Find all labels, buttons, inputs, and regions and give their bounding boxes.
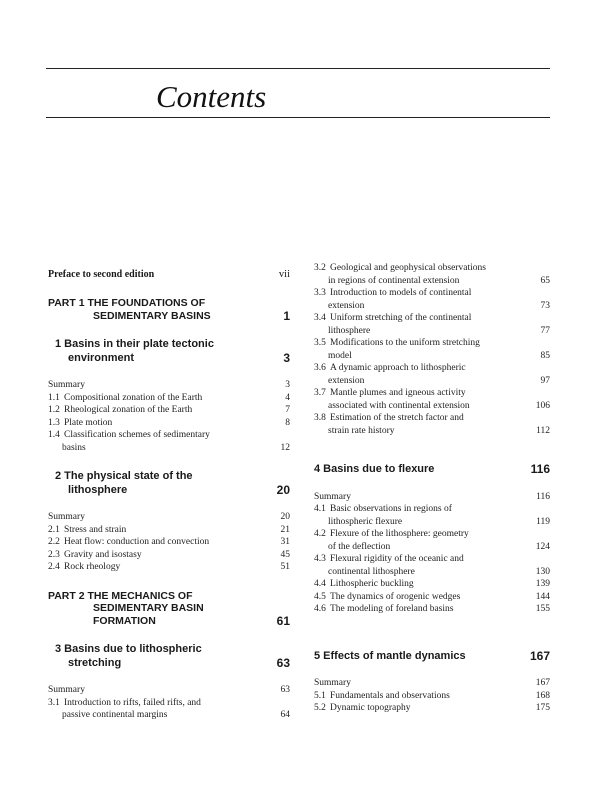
toc-section-3-2[interactable] [314,262,550,287]
section-title-cont: in regions of continental extension [328,275,460,286]
chapter-heading: 4 Basins due to flexure [314,463,435,475]
chapter-heading: 3 Basins due to lithospheric [55,643,202,655]
section-title: Basic observations in regions of [330,504,452,514]
page-number: 167 [529,648,550,663]
part-heading: PART 2 THE MECHANICS OF [48,589,193,602]
page-number: 73 [540,300,550,311]
section-number: 4.6 [314,604,326,614]
section-title: Estimation of the stretch factor and [330,413,464,423]
section-number: 2.4 [48,562,60,572]
page-number: 65 [540,275,550,286]
toc-section-2-4[interactable] [48,561,290,574]
section-title: Mantle plumes and igneous activity [330,388,466,398]
title-rule [46,117,550,118]
section-number: 3.8 [314,413,326,423]
page-title: Contents [156,79,267,114]
section-title-cont: extension [328,300,365,311]
section-number: 3.1 [48,697,60,708]
page-number: 167 [535,678,550,688]
toc-chapter-1[interactable] [48,338,290,365]
preface-label: Preface to second edition [48,269,155,280]
section-title-cont: strain rate history [328,425,395,436]
chapter-heading: 2 The physical state of the [55,470,193,482]
page-number: 97 [540,375,550,386]
section-number: 2.2 [48,537,60,547]
toc-section-summary[interactable] [48,511,290,524]
toc-part-2[interactable] [48,590,290,628]
section-number: 3.6 [314,363,326,373]
page-number: 21 [280,524,290,535]
section-title: Gravity and isostasy [64,549,142,560]
section-number: 4.5 [314,591,326,602]
toc-section-summary[interactable] [314,677,550,690]
toc-section-4-6[interactable] [314,603,550,616]
section-title-cont: lithosphere [328,325,371,336]
section-title: Lithospheric buckling [330,579,414,589]
page-number: 175 [535,703,550,713]
page-number: 168 [535,690,550,701]
page-number: 119 [536,516,550,527]
section-number: 3.5 [314,338,326,348]
section-number: 4.3 [314,554,326,564]
toc-section-1-4[interactable] [48,429,290,454]
section-number: 2.1 [48,524,60,535]
section-title: Flexure of the lithosphere: geometry [330,529,469,539]
section-title: Heat flow: conduction and convection [64,537,210,547]
section-title: Fundamentals and observations [330,690,450,701]
section-title: Modifications to the uniform stretching [330,338,480,348]
section-number: 1.2 [48,405,60,415]
section-title: Rheological zonation of the Earth [64,405,193,415]
section-number: 3.7 [314,388,326,398]
page-number: 144 [535,591,550,602]
toc-chapter-2[interactable] [48,470,290,497]
section-number: 2.3 [48,549,60,560]
page-number: 7 [285,405,290,415]
section-title-cont: continental lithosphere [328,566,415,577]
chapter-heading: lithosphere [68,483,128,496]
page-number: 12 [280,442,290,453]
chapter-heading: stretching [68,656,122,669]
toc-section-5-1[interactable] [314,690,550,703]
toc-section-3-5[interactable] [314,337,550,362]
section-title: Geological and geophysical observations [330,263,486,273]
section-title: Summary [48,380,85,390]
section-title: Classification schemes of sedimentary [64,430,210,440]
toc-section-4-1[interactable] [314,503,550,528]
part-heading: SEDIMENTARY BASINS [93,309,211,322]
section-title: Compositional zonation of the Earth [64,392,203,403]
page-number: 61 [276,613,290,628]
page-number: 51 [280,562,290,572]
section-number: 4.1 [314,504,326,514]
toc-section-4-3[interactable] [314,553,550,578]
section-title: Flexural rigidity of the oceanic and [330,554,464,564]
toc-section-4-5[interactable] [314,591,550,604]
toc-part-1[interactable] [48,297,290,322]
toc-section-2-3[interactable] [48,549,290,562]
section-title: Introduction to rifts, failed rifts, and [64,697,201,708]
toc-section-5-2[interactable] [314,702,550,715]
section-title: Stress and strain [64,524,127,535]
section-title: Introduction to models of continental [330,288,472,298]
toc-chapter-4[interactable] [314,463,550,477]
page-number: 63 [280,685,290,695]
toc-section-3-6[interactable] [314,362,550,387]
section-title: The modeling of foreland basins [330,604,454,614]
section-title: Summary [48,685,85,695]
top-rule [46,68,550,69]
section-title: Dynamic topography [330,703,411,713]
section-title-cont: extension [328,375,365,386]
section-title-cont: passive continental margins [62,710,168,720]
toc-section-4-4[interactable] [314,578,550,591]
page-number: 4 [285,392,290,403]
section-number: 4.2 [314,529,326,539]
page-number: 130 [535,566,550,577]
page-number: 3 [283,350,290,365]
chapter-heading: environment [68,351,135,364]
part-heading: SEDIMENTARY BASIN [93,602,204,614]
page-number: 77 [540,325,550,336]
section-number: 3.2 [314,263,326,273]
section-title: The dynamics of orogenic wedges [330,591,461,602]
toc-chapter-3[interactable] [48,643,290,670]
page-number: 124 [535,541,550,552]
section-title-cont: lithospheric flexure [328,516,403,527]
section-number: 1.3 [48,417,60,428]
section-number: 5.2 [314,703,326,713]
section-title-cont: associated with continental extension [328,400,470,411]
page-number: 116 [536,491,550,502]
toc-section-3-8[interactable] [314,412,550,437]
toc-right-column [314,262,550,715]
page-number: 20 [276,482,290,497]
section-number: 1.4 [48,430,60,440]
toc-section-3-7[interactable] [314,387,550,412]
section-title-cont: model [328,350,352,361]
toc-section-2-1[interactable] [48,524,290,537]
page-number: 85 [540,350,550,361]
toc-section-summary[interactable] [314,491,550,504]
toc-left-column [48,262,290,722]
toc-section-2-2[interactable] [48,536,290,549]
toc-section-1-3[interactable] [48,417,290,430]
section-number: 5.1 [314,690,326,701]
toc-section-4-2[interactable] [314,528,550,553]
section-number: 3.4 [314,313,326,323]
page-number: 20 [280,512,290,522]
page-number: 64 [280,710,290,720]
section-number: 1.1 [48,392,60,403]
toc-chapter-5[interactable] [314,650,550,664]
section-title: Rock rheology [64,562,121,572]
page-number: 1 [283,308,290,323]
section-title: Summary [48,512,85,522]
section-number: 3.3 [314,288,326,298]
page-number: 155 [535,604,550,614]
page-number: 116 [530,462,550,476]
page-number: 63 [276,655,290,670]
toc-section-summary[interactable] [48,379,290,392]
page-number: 31 [280,537,290,547]
page-number: 106 [535,400,550,411]
page-number: 139 [535,579,550,589]
section-title-cont: basins [62,442,86,453]
page-number: 45 [280,549,290,560]
toc-section-3-3[interactable] [314,287,550,312]
page-number: 8 [285,417,290,428]
section-title: Summary [314,491,351,502]
page-number: 3 [285,380,290,390]
page-number: 112 [536,425,550,436]
section-title: Summary [314,678,351,688]
toc-section-summary[interactable] [48,684,290,697]
toc-section-3-4[interactable] [314,312,550,337]
chapter-heading: 1 Basins in their plate tectonic [55,338,214,350]
section-title: A dynamic approach to lithospheric [330,363,466,373]
part-heading: PART 1 THE FOUNDATIONS OF [48,297,206,309]
toc-section-3-1[interactable] [48,697,290,722]
section-number: 4.4 [314,579,326,589]
toc-section-1-1[interactable] [48,392,290,405]
toc-entry-preface[interactable] [48,268,290,281]
section-title: Uniform stretching of the continental [330,313,472,323]
part-heading: FORMATION [93,614,156,627]
page-number: vii [278,269,290,280]
section-title-cont: of the deflection [328,541,391,552]
toc-section-1-2[interactable] [48,404,290,417]
chapter-heading: 5 Effects of mantle dynamics [314,649,466,662]
section-title: Plate motion [64,417,113,428]
